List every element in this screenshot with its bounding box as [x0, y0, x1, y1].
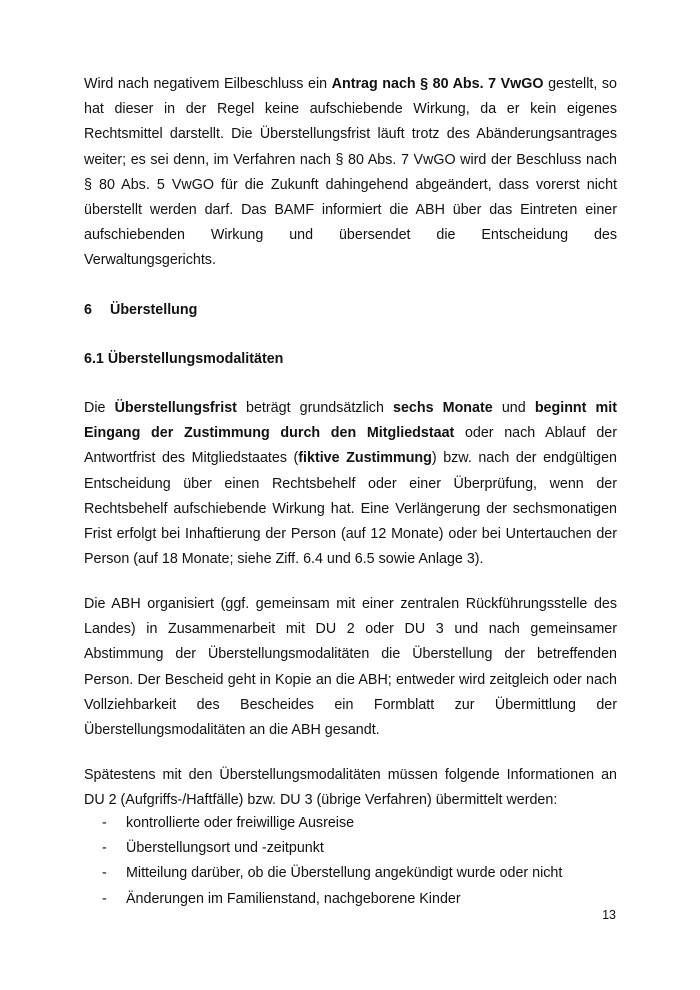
text-run: Die ABH organisiert (ggf. gemeinsam mit einer zentralen Rückführungsstelle des Landes) in Zusammenarbeit mit DU 2 oder DU 3 und nach gemeinsamer Abstimmung der Überstellungsmodalitäten die Überstellung der betreffenden Person. Der Bescheid geht in Kopie an die ABH; entweder wird zeitgleich oder nach Vollziehbarkeit des Bescheides ein Formblatt zur Übermittlung der Überstellungsmodalitäten an die ABH gesandt. [84, 596, 617, 739]
text-run: gestellt, so hat dieser in der Regel keine aufschiebende Wirkung, da er kein eigenes Rechtsmittel darstellt. Die Überstellungsfrist läuft trotz des Abänderungsantrages weiter; es sei denn, im Verfahren nach § 80 Abs. 7 VwGO wird der Beschluss nach § 80 Abs. 5 VwGO für die Zukunft dahingehend abgeändert, dass vorerst nicht überstellt werden darf. Das BAMF informiert die ABH über das Eintreten einer aufschiebenden Wirkung und übersendet die Entscheidung des Verwaltungsgerichts. [84, 76, 617, 269]
text-run: Die [84, 400, 115, 416]
bold-run: fiktive Zustimmung [298, 450, 432, 467]
list-bullet: - [102, 890, 107, 907]
text-run: und [492, 400, 535, 416]
list-item [84, 836, 617, 861]
paragraph-eilbeschluss [84, 72, 617, 274]
list-item [84, 861, 617, 886]
bold-run: sechs Monate [393, 400, 493, 416]
text-run: ) bzw. nach der endgültigen Entscheidung über einen Rechtsbehelf oder einer Überprüfung, wenn der Rechtsbehelf aufschiebende Wirkung hat. Eine Verlängerung der sechsmonatigen Frist erfolgt bei Inhaftierung der Person (auf 12 Monate) oder bei Untertauchen der Person (auf 18 Monate; siehe Ziff. 6.4 und 6.5 sowie Anlage 3). [84, 450, 617, 568]
bold-run: Antrag nach § 80 Abs. 7 VwGO [331, 76, 544, 92]
bold-run: beginnt mit Eingang der Zustimmung durch den Mitgliedstaat [84, 400, 617, 442]
paragraph-informationen [84, 763, 617, 813]
paragraph-ueberstellungsfrist [84, 396, 617, 572]
list-item-text: Überstellungsort und -zeitpunkt [126, 840, 324, 857]
bold-run: Überstellungsfrist [114, 400, 237, 416]
text-run: Spätestens mit den Überstellungsmodalitäten müssen folgende Informationen an DU 2 (Aufgriffs-/Haftfälle) bzw. DU 3 (übrige Verfahren) übermittelt werden: [84, 767, 617, 809]
section-heading-6 [84, 298, 617, 323]
list-bullet: - [102, 840, 107, 857]
page-number: 13 [602, 908, 616, 922]
list-item-text: Änderungen im Familienstand, nachgeborene Kinder [126, 890, 461, 907]
section-title: Überstellung [110, 302, 198, 318]
subsection-heading-6-1 [84, 347, 617, 372]
subsection-title: 6.1 Überstellungsmodalitäten [84, 351, 284, 367]
text-run: oder nach Ablauf der Antwortfrist des Mitgliedstaates ( [84, 425, 617, 467]
text-run: Wird nach negativem Eilbeschluss ein [84, 76, 332, 92]
list-item-text: Mitteilung darüber, ob die Überstellung angekündigt wurde oder nicht [126, 865, 563, 882]
list-item [84, 811, 617, 836]
list-item-text: kontrollierte oder freiwillige Ausreise [126, 815, 355, 831]
list-item [84, 887, 617, 912]
list-bullet: - [102, 815, 107, 831]
section-number: 6 [84, 302, 92, 318]
list-bullet: - [102, 865, 107, 882]
information-list [84, 811, 617, 912]
paragraph-abh-organisiert [84, 592, 617, 743]
text-run: beträgt grundsätzlich [236, 400, 394, 416]
